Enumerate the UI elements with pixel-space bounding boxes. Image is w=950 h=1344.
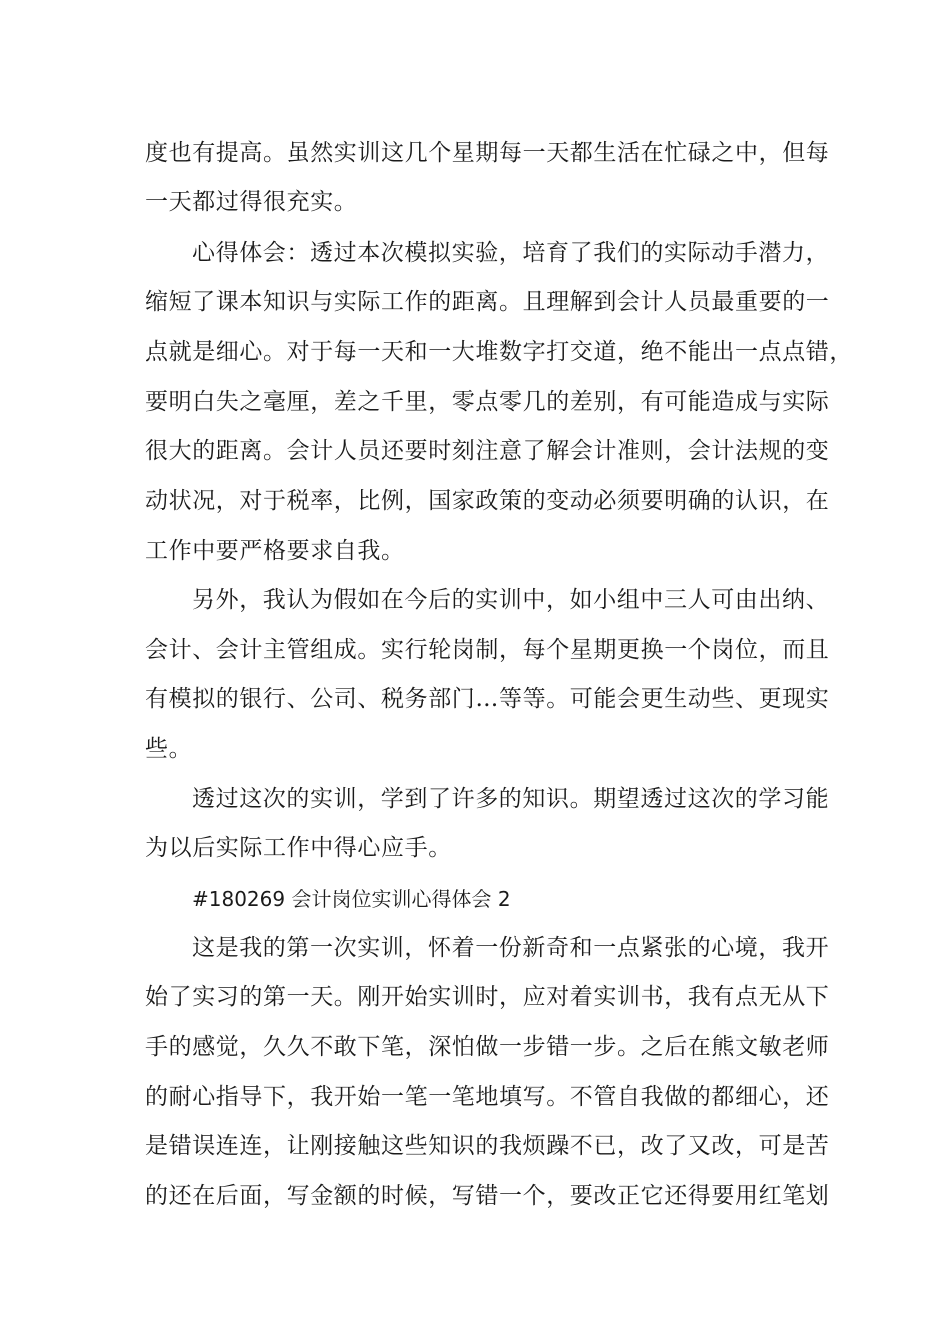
section-heading: #180269 会计岗位实训心得体会 2 (192, 887, 511, 911)
text-line: 很大的距离。会计人员还要时刻注意了解会计准则，会计法规的变 (145, 438, 830, 464)
text-line: 会计、会计主管组成。实行轮岗制，每个星期更换一个岗位，而且 (145, 637, 830, 663)
text-line: 要明白失之毫厘，差之千里，零点零几的差别，有可能造成与实际 (145, 389, 830, 415)
text-line: 动状况，对于税率，比例，国家政策的变动必须要明确的认识，在 (145, 488, 830, 514)
text-line: 是错误连连，让刚接触这些知识的我烦躁不已，改了又改，可是苦 (145, 1133, 830, 1159)
text-line: 有模拟的银行、公司、税务部门…等等。可能会更生动些、更现实 (145, 686, 830, 712)
text-line: 的还在后面，写金额的时候，写错一个，要改正它还得要用红笔划 (145, 1183, 830, 1209)
text-line: 点就是细心。对于每一天和一大堆数字打交道，绝不能出一点点错， (145, 339, 853, 365)
text-line: 为以后实际工作中得心应手。 (145, 835, 452, 861)
paragraph-start-line: 透过这次的实训，学到了许多的知识。期望透过这次的学习能 (192, 786, 830, 812)
text-line: 手的感觉，久久不敢下笔，深怕做一步错一步。之后在熊文敏老师 (145, 1034, 830, 1060)
paragraph-start-line: 这是我的第一次实训，怀着一份新奇和一点紧张的心境，我开 (192, 935, 830, 961)
text-line: 始了实习的第一天。刚开始实训时，应对着实训书，我有点无从下 (145, 984, 830, 1010)
text-line: 缩短了课本知识与实际工作的距离。且理解到会计人员最重要的一 (145, 289, 830, 315)
text-line: 些。 (145, 736, 193, 762)
paragraph-start-line: 另外，我认为假如在今后的实训中，如小组中三人可由出纳、 (192, 587, 830, 613)
text-line: 度也有提高。虽然实训这几个星期每一天都生活在忙碌之中，但每 (145, 140, 830, 166)
text-line: 工作中要严格要求自我。 (145, 538, 405, 564)
paragraph-start-line: 心得体会：透过本次模拟实验，培育了我们的实际动手潜力， (192, 240, 830, 266)
text-line: 一天都过得很充实。 (145, 189, 358, 215)
text-line: 的耐心指导下，我开始一笔一笔地填写。不管自我做的都细心，还 (145, 1084, 830, 1110)
